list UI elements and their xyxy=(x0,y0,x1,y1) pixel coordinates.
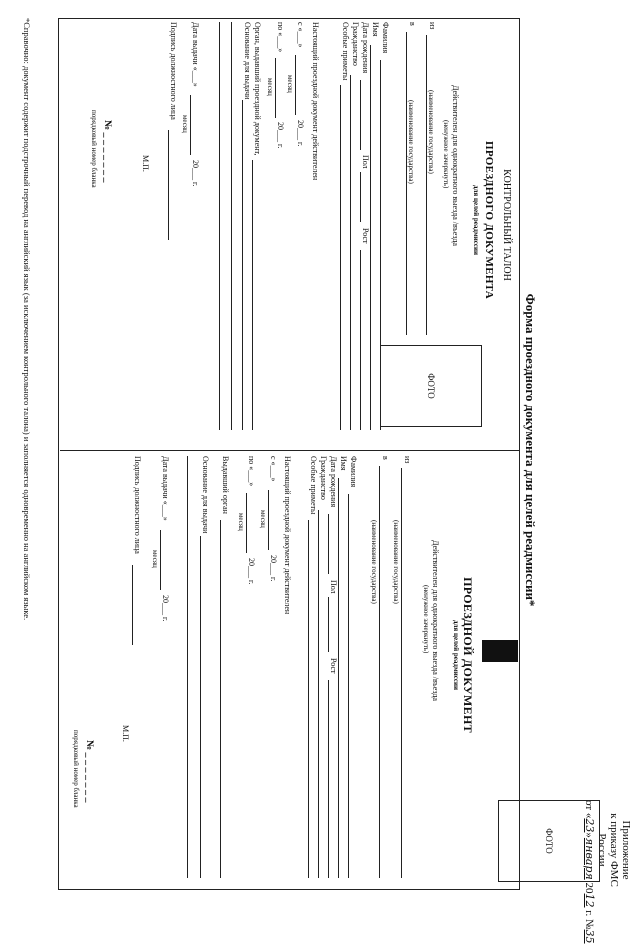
stub-issue-year: 20___ г. xyxy=(191,160,200,187)
stub-number-hint: порядковый номер бланка xyxy=(90,110,98,188)
stub-to-label: в xyxy=(408,22,417,26)
form-title: Форма проездного документа для целей реадмиссии* xyxy=(523,293,538,607)
stub-header: КОНТРОЛЬНЫЙ ТАЛОН xyxy=(501,169,512,281)
stub-issuer-line xyxy=(252,160,253,430)
perforation-divider xyxy=(60,450,520,451)
stub-name-line xyxy=(370,45,371,430)
stub-mp: М.П. xyxy=(141,155,150,172)
doc-citizenship-label: Гражданство xyxy=(319,456,328,500)
stub-from-line xyxy=(426,35,427,335)
doc-surname-label: Фамилия xyxy=(349,456,358,488)
doc-valid-text: Настоящий проездной документ действителен xyxy=(283,456,292,615)
doc-from-date: с «___» xyxy=(269,456,278,482)
stub-citizenship-line xyxy=(350,75,351,430)
appendix-year: 12 xyxy=(583,893,596,908)
appendix-from: от « xyxy=(583,800,595,819)
stub-from-date: с «___» xyxy=(296,22,305,48)
doc-to-label: в xyxy=(381,456,390,460)
doc-strike-note: (ненужное зачеркнуть) xyxy=(422,585,430,654)
doc-to-date: по «___» xyxy=(247,456,256,487)
stub-birth-line xyxy=(360,80,361,150)
stub-to-year: 20___ г. xyxy=(276,122,285,149)
doc-from-label: из xyxy=(403,456,412,464)
stub-signature-line xyxy=(168,130,169,240)
stub-surname-line xyxy=(380,60,381,430)
stub-valid-text: Настоящий проездной документ действителен xyxy=(311,22,320,181)
footnote: *Справочно: документ содержит подстрочный перевод на английский язык (за исключением контрольного талона) и заполняется одновременно на английском языке. xyxy=(22,18,32,621)
doc-issue-year: 20___ г. xyxy=(161,595,170,622)
doc-subtitle: для целей реадмиссии xyxy=(452,619,460,691)
stub-issue-month-hint: месяц xyxy=(181,115,189,133)
doc-to-year: 20___ г. xyxy=(247,558,256,585)
stub-photo-box xyxy=(380,345,482,427)
appendix-num-prefix: г. № xyxy=(583,907,595,930)
doc-issuer-line xyxy=(220,520,221,878)
doc-extra-line1 xyxy=(187,456,188,878)
doc-name-label: Имя xyxy=(339,456,348,471)
stub-photo-label: ФОТО xyxy=(426,373,436,399)
doc-to-month-hint: месяц xyxy=(237,513,245,531)
doc-signature-line xyxy=(132,565,133,645)
stub-state-hint1: (наименование государства) xyxy=(427,90,435,174)
appendix-month: января xyxy=(583,837,596,880)
stub-strike-note: (ненужное зачеркнуть) xyxy=(442,120,450,189)
doc-from-line xyxy=(401,468,402,878)
stub-height-line xyxy=(360,250,361,430)
stub-number: № _ _ _ _ _ _ _ xyxy=(102,120,113,183)
doc-number: № _ _ _ _ _ _ _ xyxy=(84,740,95,803)
stub-to-month-hint: месяц xyxy=(266,78,274,96)
stub-extra-line1 xyxy=(231,22,232,430)
doc-birth-label: Дата рождения xyxy=(329,456,338,508)
stub-marks-label: Особые приметы xyxy=(341,22,350,81)
stub-issuer-label: Орган, выдавший проездной документ, xyxy=(253,22,262,156)
doc-valid-for: Действителен для однократного выезда /въезда xyxy=(431,540,440,701)
appendix-line1: Приложение xyxy=(620,820,632,880)
doc-marks-label: Особые приметы xyxy=(309,456,318,515)
stub-to-date: по «___» xyxy=(276,22,285,53)
stub-basis-line xyxy=(242,100,243,430)
stub-name-label: Имя xyxy=(371,22,380,37)
doc-basis-line xyxy=(200,536,201,878)
doc-issuer-label: Выдавший орган xyxy=(221,456,230,514)
stub-height-label: Рост xyxy=(361,228,370,244)
doc-to-line xyxy=(379,466,380,878)
doc-state-hint2: (наименование государства) xyxy=(370,520,378,604)
stub-sex-label: Пол xyxy=(361,155,370,169)
stub-to-date-line xyxy=(275,58,276,118)
doc-name-line xyxy=(338,478,339,878)
doc-from-month-hint: месяц xyxy=(259,510,267,528)
stub-issue-date-line xyxy=(190,95,191,155)
stub-valid-for: Действителен для однократного выезда /въезда xyxy=(451,85,460,246)
appendix-number: 35 xyxy=(583,929,596,944)
stub-marks-line xyxy=(340,85,341,430)
stub-from-month-hint: месяц xyxy=(286,75,294,93)
doc-citizenship-line xyxy=(318,510,319,878)
doc-issue-date: Дата выдачи «___» xyxy=(161,456,170,521)
doc-sex-label: Пол xyxy=(329,580,338,594)
stub-subtitle: для целей реадмиссии xyxy=(472,184,480,256)
stub-citizenship-label: Гражданство xyxy=(351,22,360,66)
doc-marks-line xyxy=(308,520,309,878)
stub-state-hint2: (наименование государства) xyxy=(407,100,415,184)
doc-photo-box xyxy=(498,800,600,882)
doc-photo-label: ФОТО xyxy=(544,828,554,854)
doc-sex-line xyxy=(328,597,329,652)
doc-basis-label: Основание для выдачи xyxy=(201,456,210,534)
doc-state-hint1: (наименование государства) xyxy=(392,520,400,604)
stub-from-label: из xyxy=(428,22,437,30)
doc-to-date-line xyxy=(246,493,247,553)
appendix-year-prefix: 20 xyxy=(583,879,595,894)
stub-signature-label: Подпись должностного лица xyxy=(169,22,178,120)
stub-issue-date: Дата выдачи «___» xyxy=(191,22,200,87)
doc-birth-line xyxy=(328,514,329,574)
stub-from-date-line xyxy=(295,55,296,115)
stub-birth-label: Дата рождения xyxy=(361,22,370,74)
stub-from-year: 20___ г. xyxy=(296,120,305,147)
stub-sex-line xyxy=(360,172,361,222)
stub-extra-line2 xyxy=(219,22,220,430)
stub-basis-label: Основание для выдачи xyxy=(243,22,252,100)
doc-mp: М.П. xyxy=(121,725,130,742)
doc-height-line xyxy=(328,680,329,878)
doc-signature-label: Подпись должностного лица xyxy=(133,456,142,554)
stub-title: ПРОЕЗДНОГО ДОКУМЕНТА xyxy=(483,140,495,300)
doc-issue-date-line xyxy=(160,530,161,590)
doc-from-year: 20___ г. xyxy=(269,555,278,582)
doc-height-label: Рост xyxy=(329,658,338,674)
appendix-quote: » xyxy=(583,832,595,838)
doc-surname-line xyxy=(348,494,349,878)
stub-surname-label: Фамилия xyxy=(381,22,390,54)
doc-from-date-line xyxy=(268,490,269,550)
appendix-line2: к приказу ФМС России xyxy=(596,813,620,887)
doc-number-hint: порядковый номер бланка xyxy=(72,730,80,808)
doc-issue-month-hint: месяц xyxy=(151,550,159,568)
appendix-day: 23 xyxy=(583,818,596,833)
doc-title: ПРОЕЗДНОЙ ДОКУМЕНТ xyxy=(461,577,475,733)
coat-of-arms-emblem xyxy=(482,640,518,662)
